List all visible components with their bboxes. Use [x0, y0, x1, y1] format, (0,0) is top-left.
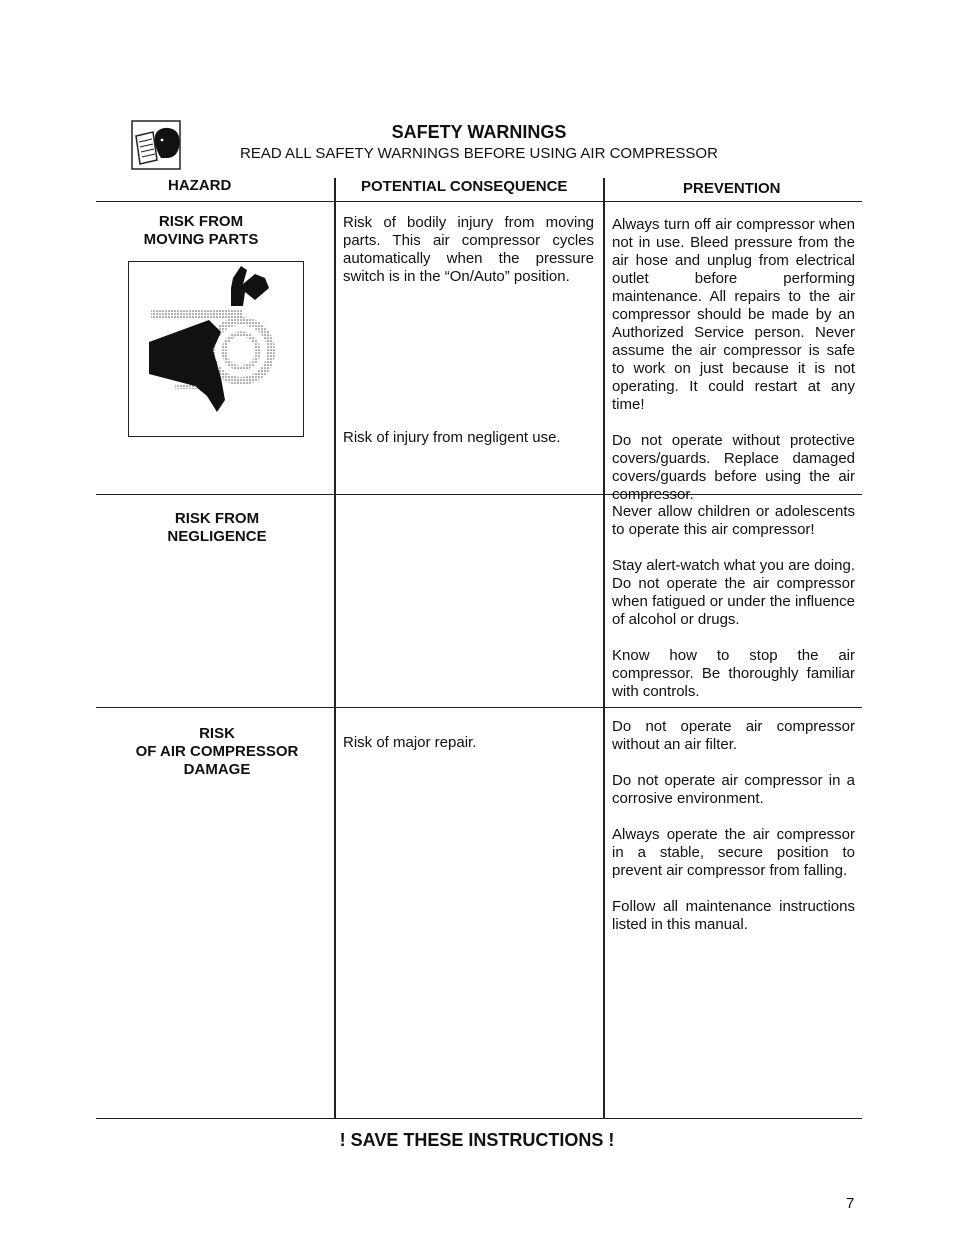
consequence-text: Risk of major repair. [343, 734, 477, 751]
column-divider [334, 178, 336, 1119]
hazard-label: RISK OF AIR COMPRESSOR DAMAGE [135, 725, 299, 778]
consequence-text: Risk of bodily injury from moving parts. This air compressor cycles automatically when the pressure switch is in the “On/Auto” position. [343, 214, 594, 285]
prevention-text: Stay alert-watch what you are doing. Do not operate the air compressor when fatigued or under the influence of alcohol or drugs. [612, 557, 855, 628]
prevention-text: Follow all maintenance instructions listed in this manual. [612, 898, 855, 933]
prevention-list [612, 216, 855, 522]
page-subtitle: READ ALL SAFETY WARNINGS BEFORE USING AIR COMPRESSOR [240, 145, 718, 162]
prevention-text: Never allow children or adolescents to operate this air compressor! [612, 503, 855, 538]
prevention-text: Do not operate air compressor without an air filter. [612, 718, 855, 753]
prevention-text: Always operate the air compressor in a stable, secure position to prevent air compressor from falling. [612, 826, 855, 879]
column-divider [603, 178, 605, 1119]
table-bottom-rule [96, 1118, 862, 1119]
hazard-label: RISK FROM NEGLIGENCE [167, 510, 267, 545]
column-header-prevention: PREVENTION [683, 180, 781, 197]
save-instructions-banner: ! SAVE THESE INSTRUCTIONS ! [339, 1130, 615, 1150]
consequence-text: Risk of injury from negligent use. [343, 429, 561, 446]
hazard-label: RISK FROM MOVING PARTS [143, 213, 259, 248]
moving-parts-hand-hazard-icon [128, 261, 304, 437]
page-number: 7 [846, 1195, 855, 1212]
column-header-consequence: POTENTIAL CONSEQUENCE [361, 178, 568, 195]
column-header-hazard: HAZARD [168, 177, 232, 194]
prevention-text: Know how to stop the air compressor. Be thoroughly familiar with controls. [612, 647, 855, 700]
prevention-text: Do not operate without protective covers/guards. Replace damaged covers/guards before using the air compressor. [612, 432, 855, 503]
prevention-text: Always turn off air compressor when not in use. Bleed pressure from the air hose and unplug from electrical outlet before performing maintenance. All repairs to the air compressor should be made by an Authorized Service person. Never assume the air compressor is safe to work on just because it is not operating. It could restart at any time! [612, 216, 855, 413]
prevention-list [612, 718, 855, 952]
table-header-rule [96, 201, 862, 202]
page-title: SAFETY WARNINGS [391, 122, 567, 142]
prevention-list [612, 503, 855, 719]
prevention-text: Do not operate air compressor in a corrosive environment. [612, 772, 855, 807]
